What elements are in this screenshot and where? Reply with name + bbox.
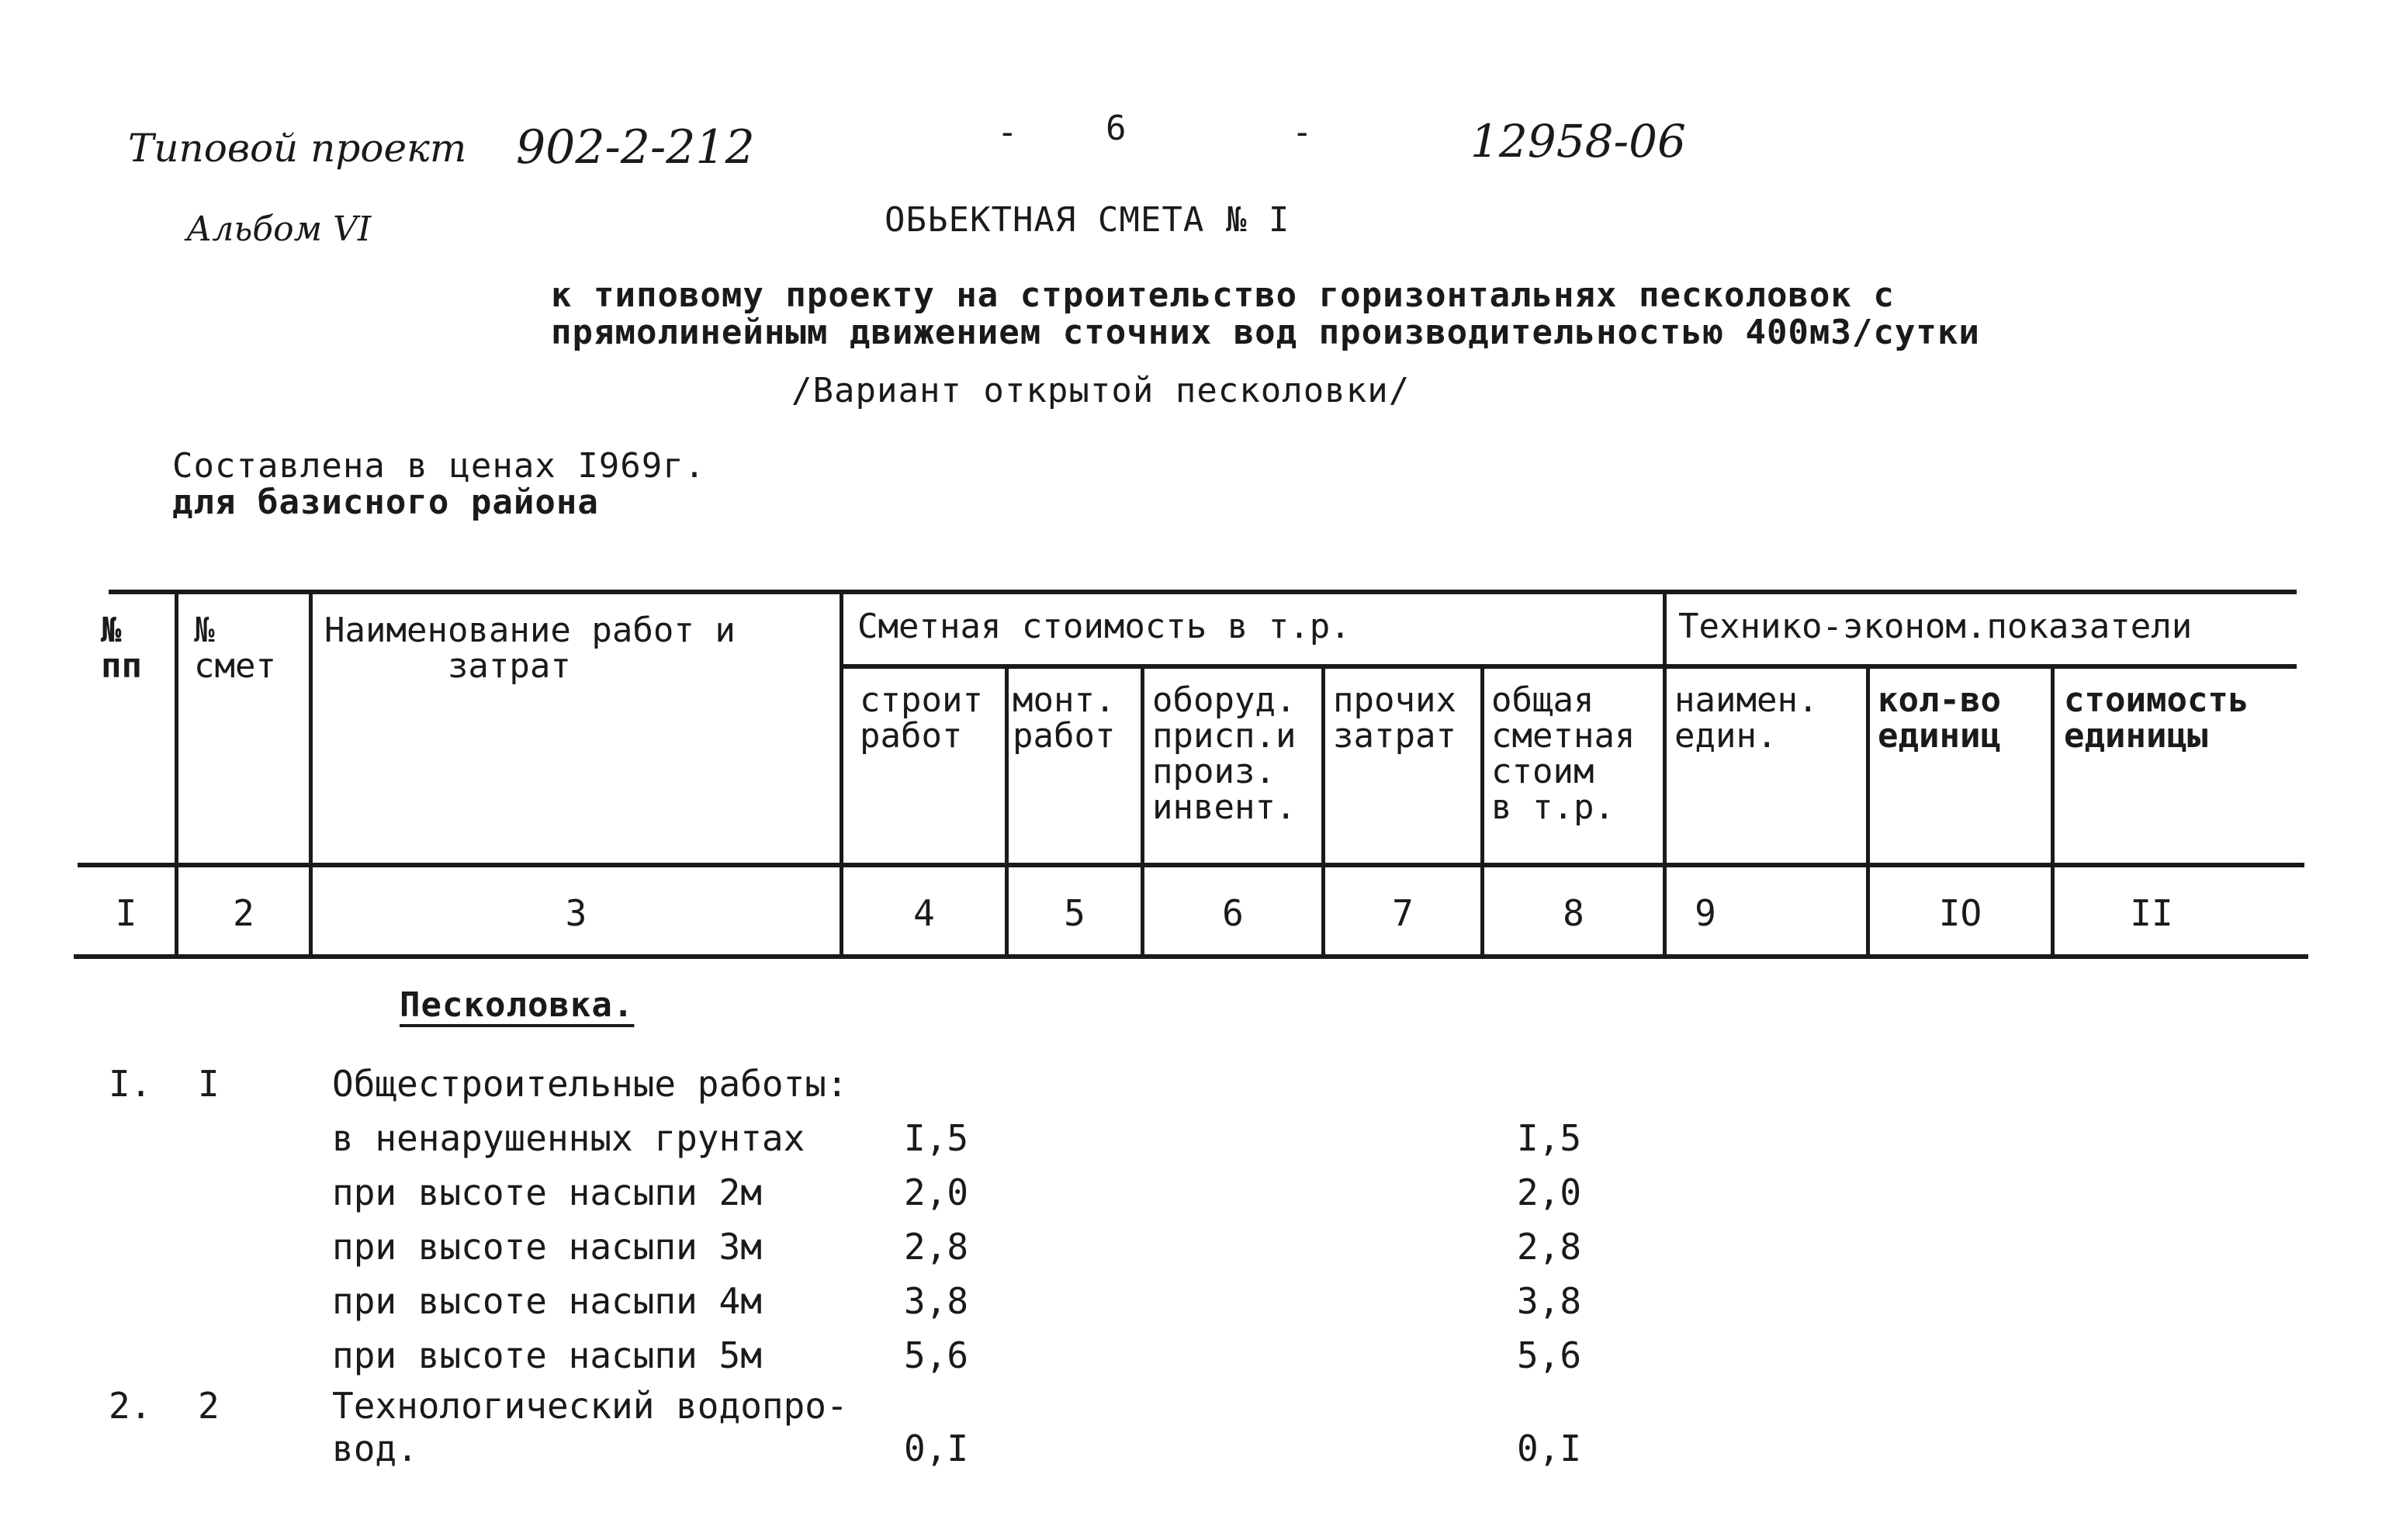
header-total: общая сметная стоим в т.р. xyxy=(1491,680,1636,827)
page-dash-left: - xyxy=(997,112,1019,152)
column-number: 6 xyxy=(1222,892,1244,934)
row-total: 2,8 xyxy=(1517,1226,1582,1268)
album-label: Альбом VI xyxy=(186,209,372,249)
header-pp: № пп xyxy=(101,611,142,686)
header-unit-cost: стоимость единицы xyxy=(2064,680,2249,756)
column-number: 8 xyxy=(1563,892,1584,934)
header-tech-group: Технико-эконом.показатели xyxy=(1678,607,2193,646)
project-label: Типовой проект xyxy=(128,126,467,171)
row-stroit: 5,6 xyxy=(904,1334,969,1376)
compiled-line-1: Составлена в ценах I969г. xyxy=(172,446,706,486)
row-total: 5,6 xyxy=(1517,1334,1582,1376)
row-total: 3,8 xyxy=(1517,1280,1582,1322)
page-dash-right: - xyxy=(1292,112,1314,152)
title-line-2: прямолинейным движением сточних вод производительностью 400м3/сутки xyxy=(551,313,1980,352)
column-number: 7 xyxy=(1392,892,1414,934)
header-stroit: строит работ xyxy=(860,680,983,756)
header-mont: монт. работ xyxy=(1013,680,1116,756)
header-proch: прочих затрат xyxy=(1333,680,1456,756)
row-name: в ненарушенных грунтах xyxy=(332,1117,805,1159)
table-header-bottom-rule xyxy=(78,863,2304,867)
column-number: II xyxy=(2130,892,2173,934)
title-variant: /Вариант открытой песколовки/ xyxy=(791,371,1411,410)
row-name: Технологический водопро- xyxy=(332,1385,848,1427)
section-title: Песколовка. xyxy=(400,985,635,1025)
row-name: при высоте насыпи 2м xyxy=(332,1171,762,1213)
row-name: при высоте насыпи 3м xyxy=(332,1226,762,1268)
row-stroit: 2,8 xyxy=(904,1226,969,1268)
column-number: 9 xyxy=(1695,892,1716,934)
table-top-rule xyxy=(109,590,2297,594)
header-name: Наименование работ и затрат xyxy=(324,611,736,686)
column-number: 4 xyxy=(913,892,935,934)
header-smet: № смет xyxy=(194,611,276,686)
column-number: I xyxy=(115,892,137,934)
header-unit-count: кол-во единиц xyxy=(1878,680,2001,756)
row-smet: 2 xyxy=(198,1385,220,1427)
doc-title: ОБЬЕКТНАЯ СМЕТА № I xyxy=(885,200,1290,240)
column-number: IO xyxy=(1938,892,1982,934)
row-name: вод. xyxy=(332,1428,418,1469)
header-obor: оборуд. присп.и произ. инвент. xyxy=(1152,680,1297,827)
row-smet: I xyxy=(198,1063,220,1105)
row-total: 2,0 xyxy=(1517,1171,1582,1213)
column-number: 5 xyxy=(1064,892,1085,934)
header-cost-group: Сметная стоимость в т.р. xyxy=(857,607,1351,646)
row-stroit: 2,0 xyxy=(904,1171,969,1213)
row-name: Общестроительные работы: xyxy=(332,1063,848,1105)
row-stroit: I,5 xyxy=(904,1117,969,1159)
row-total: 0,I xyxy=(1517,1428,1582,1469)
table-numbers-bottom-rule xyxy=(74,954,2308,959)
row-stroit: 3,8 xyxy=(904,1280,969,1322)
row-total: I,5 xyxy=(1517,1117,1582,1159)
row-name: при высоте насыпи 4м xyxy=(332,1280,762,1322)
row-name: при высоте насыпи 5м xyxy=(332,1334,762,1376)
column-number: 2 xyxy=(233,892,254,934)
page-number: 6 xyxy=(1106,109,1127,148)
compiled-line-2: для базисного района xyxy=(172,483,599,522)
table-subheader-rule xyxy=(842,664,2297,669)
header-unit-name: наимен. един. xyxy=(1674,680,1819,756)
project-number: 902-2-212 xyxy=(516,120,755,175)
column-number: 3 xyxy=(565,892,587,934)
row-pp: 2. xyxy=(109,1385,152,1427)
title-line-1: к типовому проекту на строительство горизонтальнях песколовок с xyxy=(551,275,1895,315)
doc-code: 12958-06 xyxy=(1470,115,1686,168)
row-pp: I. xyxy=(109,1063,152,1105)
row-stroit: 0,I xyxy=(904,1428,969,1469)
